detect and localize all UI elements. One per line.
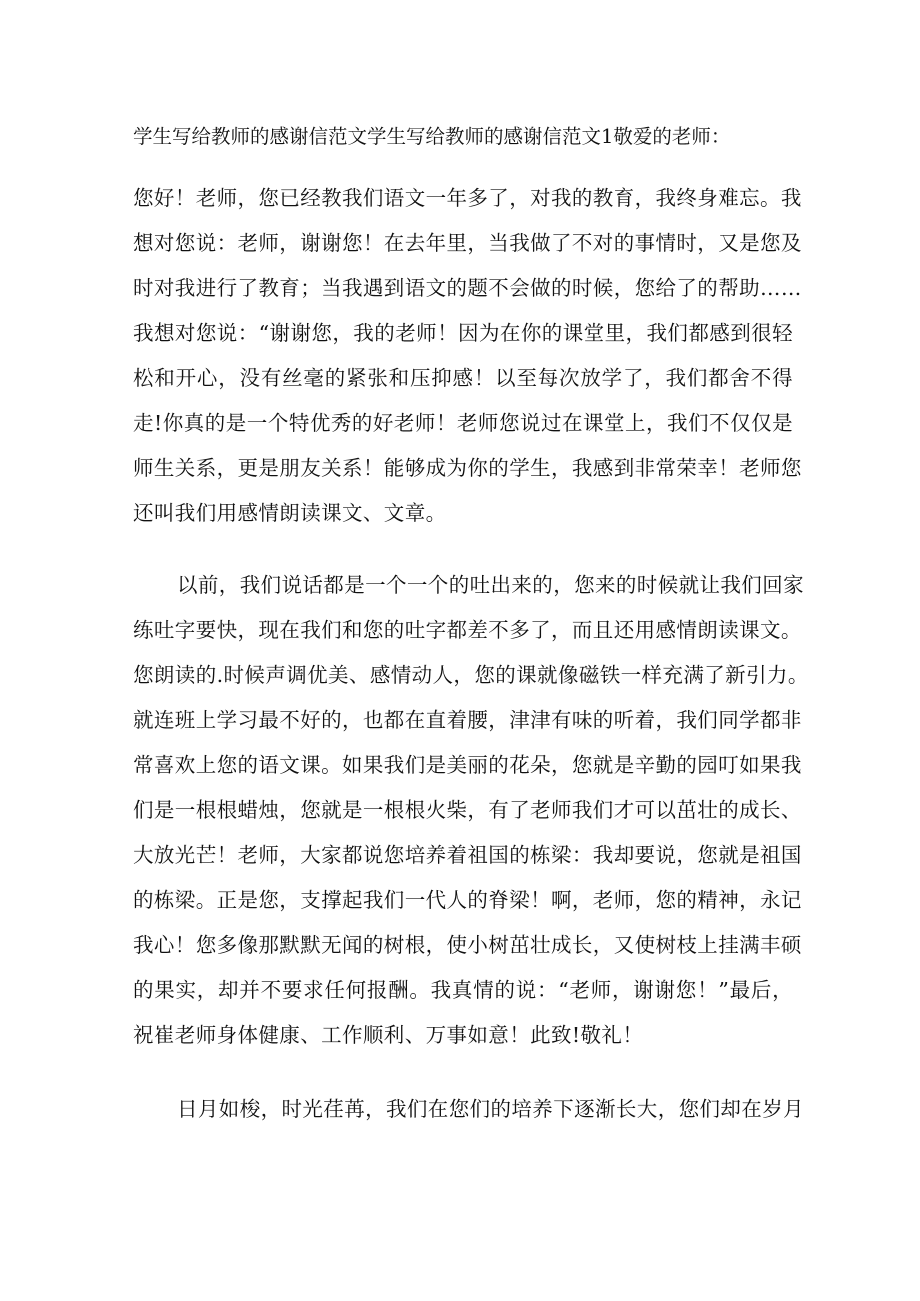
paragraph-line: 以前，我们说话都是一个一个的吐出来的，您来的时候就让我们回家 [177, 573, 804, 597]
paragraph-line: 我想对您说：“谢谢您，我的老师！因为在你的课堂里，我们都感到很轻 [133, 321, 793, 345]
paragraph-line: 常喜欢上您的语文课。如果我们是美丽的花朵，您就是辛勤的园叮如果我 [133, 753, 802, 777]
paragraph-line: 您好！老师，您已经教我们语文一年多了，对我的教育，我终身难忘。我 [133, 186, 802, 210]
paragraph-line: 时对我进行了教育；当我遇到语文的题不会做的时候，您给了的帮助…… [133, 276, 802, 300]
paragraph-line: 练吐字要快，现在我们和您的吐字都差不多了，而且还用感情朗读课文。 [133, 618, 802, 642]
paragraph-line: 大放光芒！老师，大家都说您培养着祖国的栋梁：我却要说，您就是祖国 [133, 843, 802, 867]
paragraph-line: 您朗读的.时候声调优美、感情动人，您的课就像磁铁一样充满了新引力。 [133, 663, 809, 687]
paragraph-line: 日月如梭，时光荏苒，我们在您们的培养下逐渐长大，您们却在岁月 [177, 1097, 804, 1121]
paragraph-line: 我心！您多像那默默无闻的树根，使小树茁壮成长，又使树枝上挂满丰硕 [133, 933, 802, 957]
paragraph-line: 的果实，却并不要求任何报酬。我真情的说：“老师，谢谢您！”最后， [133, 978, 793, 1002]
paragraph-line: 师生关系，更是朋友关系！能够成为你的学生，我感到非常荣幸！老师您 [133, 456, 802, 480]
paragraph-line: 还叫我们用感情朗读课文、文章。 [133, 501, 447, 525]
paragraph-line: 走!你真的是一个特优秀的好老师！老师您说过在课堂上，我们不仅仅是 [133, 411, 793, 435]
paragraph-line: 的栋梁。正是您，支撑起我们一代人的脊梁！啊，老师，您的精神，永记 [133, 888, 802, 912]
document-title-line: 学生写给教师的感谢信范文学生写给教师的感谢信范文1敬爱的老师： [133, 125, 731, 148]
paragraph-line: 松和开心，没有丝毫的紧张和压抑感！以至每次放学了，我们都舍不得 [133, 366, 793, 390]
paragraph-line: 就连班上学习最不好的，也都在直着腰，津津有味的听着，我们同学都非 [133, 708, 802, 732]
paragraph-line: 们是一根根蜡烛，您就是一根根火柴，有了老师我们才可以茁壮的成长、 [133, 798, 802, 822]
paragraph-line: 想对您说：老师，谢谢您！在去年里，当我做了不对的事情时，又是您及 [133, 231, 802, 255]
paragraph-line: 祝崔老师身体健康、工作顺利、万事如意！此致!敬礼！ [133, 1023, 644, 1047]
